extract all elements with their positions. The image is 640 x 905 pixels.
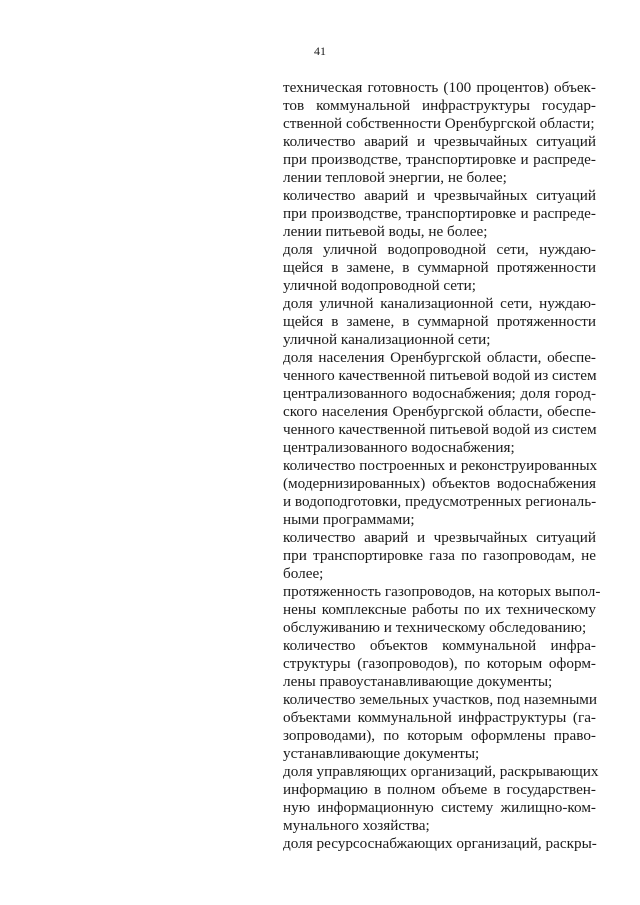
text-line: протяженность газопроводов, на которых выпол- — [283, 583, 601, 600]
text-line: количество объектов коммунальной инфра- — [283, 637, 596, 654]
text-line: доля управляющих организаций, раскрывающих — [283, 763, 599, 780]
text-line: структуры (газопроводов), по которым оформ- — [283, 655, 596, 672]
page-number: 41 — [314, 44, 326, 58]
text-line: уличной канализационной сети; — [283, 331, 491, 348]
text-line: объектами коммунальной инфраструктуры (га- — [283, 709, 596, 726]
text-line: и водоподготовки, предусмотренных региональ- — [283, 493, 597, 510]
text-line: доля ресурсоснабжающих организаций, раскры- — [283, 835, 597, 852]
text-line: ченного качественной питьевой водой из систем — [283, 421, 597, 438]
text-line: при производстве, транспортировке и распреде- — [283, 205, 596, 222]
text-line: более; — [283, 565, 324, 582]
text-line: техническая готовность (100 процентов) объек- — [283, 79, 596, 96]
text-line: количество построенных и реконструированных — [283, 457, 598, 474]
text-line: количество аварий и чрезвычайных ситуаций — [283, 529, 596, 546]
text-line: лении питьевой воды, не более; — [283, 223, 488, 240]
text-line: щейся в замене, в суммарной протяженности — [283, 313, 596, 330]
text-line: ными программами; — [283, 511, 415, 528]
text-line: тов коммунальной инфраструктуры государ- — [283, 97, 596, 114]
text-line: ченного качественной питьевой водой из систем — [283, 367, 597, 384]
text-line: мунального хозяйства; — [283, 817, 430, 834]
text-line: ского населения Оренбургской области, обеспе- — [283, 403, 596, 420]
text-line: уличной водопроводной сети; — [283, 277, 477, 294]
text-line: количество аварий и чрезвычайных ситуаций — [283, 133, 596, 150]
document-body-text — [283, 79, 601, 853]
text-line: централизованного водоснабжения; доля город- — [283, 385, 596, 402]
text-line: централизованного водоснабжения; — [283, 439, 515, 456]
text-line: доля уличной водопроводной сети, нуждаю- — [283, 241, 596, 258]
text-line: ную информационную систему жилищно-ком- — [283, 799, 596, 816]
text-line: при производстве, транспортировке и распреде- — [283, 151, 596, 168]
text-line: устанавливающие документы; — [283, 745, 480, 762]
text-line: ственной собственности Оренбургской области; — [283, 115, 595, 132]
text-line: нены комплексные работы по их техническому — [283, 601, 596, 618]
text-line: доля уличной канализационной сети, нуждаю- — [283, 295, 596, 312]
text-line: лены правоустанавливающие документы; — [283, 673, 553, 690]
text-line: доля населения Оренбургской области, обеспе- — [283, 349, 596, 366]
text-line: количество аварий и чрезвычайных ситуаций — [283, 187, 596, 204]
text-line: щейся в замене, в суммарной протяженности — [283, 259, 596, 276]
text-line: информацию в полном объеме в государствен- — [283, 781, 596, 798]
text-line: (модернизированных) объектов водоснабжения — [283, 475, 596, 492]
text-line: зопроводами), по которым оформлены право- — [283, 727, 596, 744]
text-line: обслуживанию и техническому обследованию; — [283, 619, 587, 636]
text-line: количество земельных участков, под наземными — [283, 691, 598, 708]
text-line: лении тепловой энергии, не более; — [283, 169, 507, 186]
text-line: при транспортировке газа по газопроводам, не — [283, 547, 596, 564]
